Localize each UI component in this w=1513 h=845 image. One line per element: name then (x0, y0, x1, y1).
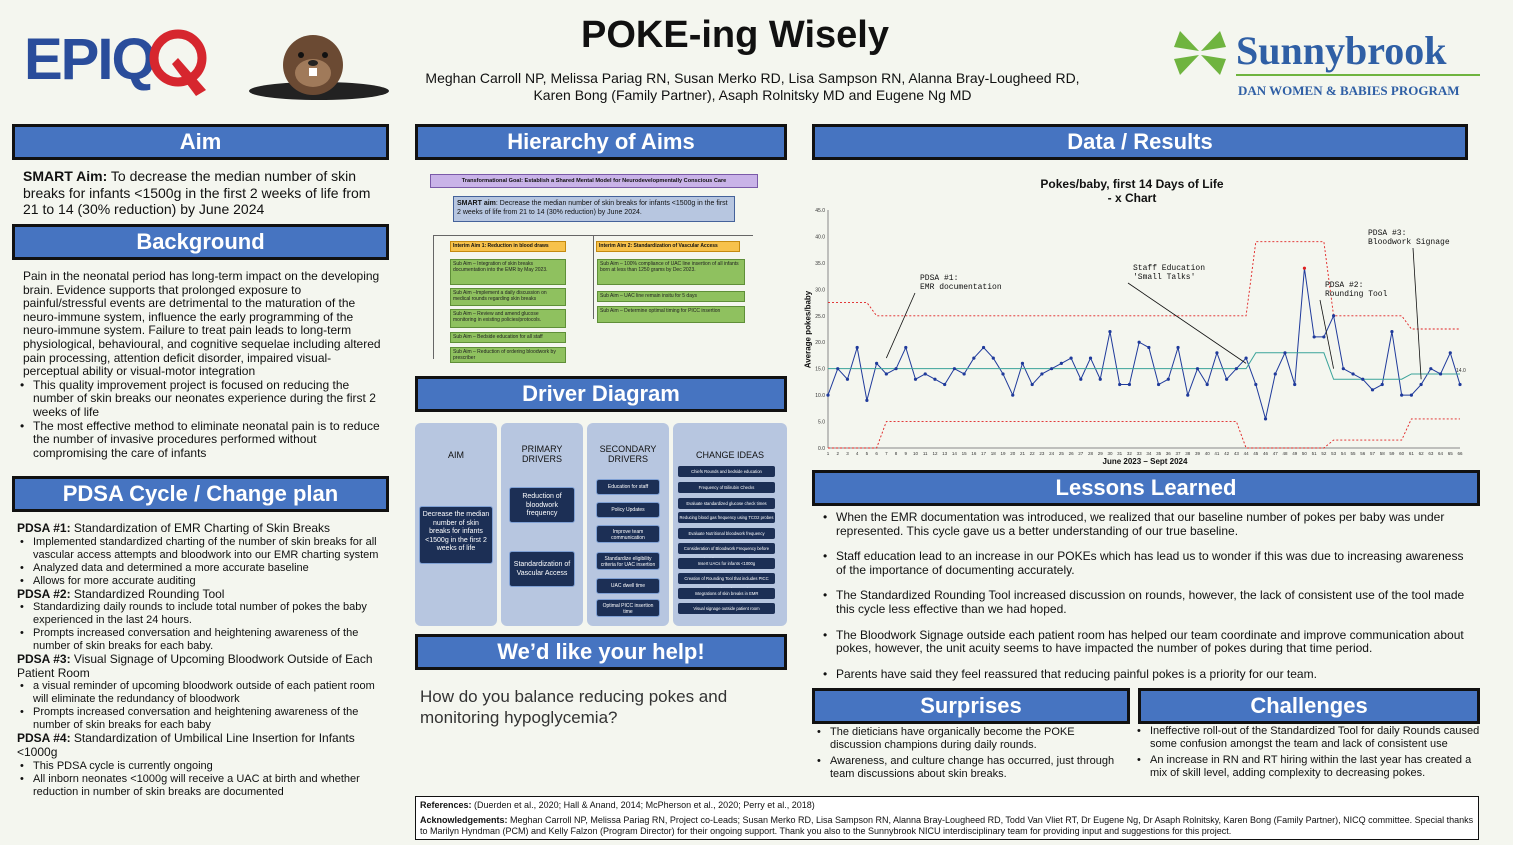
smart-aim-box: SMART aim: Decrease the median number of skin breaks for infants <1500g in the first 2 weeks of life from 21 to 14 (30% reduction) by June 2024. (453, 196, 735, 222)
pdsa-1-title: PDSA #1: Standardization of EMR Charting of Skin Breaks (17, 521, 331, 535)
data-point (1361, 378, 1364, 381)
x-tick-label: 46 (1263, 451, 1269, 456)
chart-plot (800, 170, 1480, 470)
data-point (943, 383, 946, 386)
chart-title: Pokes/baby, first 14 Days of Life (1040, 177, 1224, 191)
control-limit-line (828, 419, 1460, 448)
x-tick-label: 28 (1088, 451, 1094, 456)
lesson-bullet: • Staff education lead to an increase in our POKEs which has lead us to wonder if this was due to increasing awareness of the importance of documenting accurately. (820, 550, 1475, 577)
data-point (1040, 372, 1043, 375)
epiq-logo: EPIQ (24, 18, 194, 98)
data-point (914, 378, 917, 381)
authors-line-1: Meghan Carroll NP, Melissa Pariag RN, Susan Merko RD, Lisa Sampson RN, Alanna Bray-Lougheed RD, (425, 70, 1080, 86)
x-tick-label: 30 (1107, 451, 1113, 456)
data-point (1050, 367, 1053, 370)
y-tick-label: 35.0 (815, 260, 825, 267)
x-tick-label: 58 (1379, 451, 1385, 456)
groundhog-image (245, 25, 393, 100)
x-tick-label: 3 (846, 451, 849, 456)
challenges-text: • Ineffective roll-out of the Standardized Tool for daily Rounds caused some confusion amongst the team and lack of consistent use • An increase in RN and RT hiring within the last year has created a mix of skill level, adding complexity to decreasing pokes. (1134, 725, 1490, 780)
x-tick-label: 65 (1447, 451, 1453, 456)
primary-driver: Reduction of bloodwork frequency (509, 487, 575, 523)
references-box (415, 796, 1479, 840)
x-tick-label: 33 (1136, 451, 1142, 456)
sub-aim: Sub Aim – Integration of skin breaks documentation into the EMR by May 2023. (450, 259, 566, 285)
lesson-bullet: • Parents have said they feel reassured that reducing painful pokes is a priority for our team. (820, 668, 1475, 682)
data-results-heading: Data / Results (812, 124, 1468, 160)
x-tick-label: 51 (1311, 451, 1317, 456)
hierarchy-diagram (415, 165, 787, 370)
x-tick-label: 55 (1350, 451, 1356, 456)
data-point (972, 356, 975, 359)
driver-col-secondary: SECONDARY DRIVERS (587, 423, 669, 626)
change-idea: Integrations of skin breaks in EMR (678, 588, 775, 599)
x-tick-label: 48 (1282, 451, 1288, 456)
lesson-bullet: • The Bloodwork Signage outside each patient room has helped our team coordinate and improve communication about pokes, however, the unit acuity seems to have impacted the number of pokes during that time period. (820, 629, 1475, 656)
data-point (953, 367, 956, 370)
driver-heading: Driver Diagram (415, 376, 787, 412)
x-tick-label: 12 (932, 451, 938, 456)
data-point (1332, 314, 1335, 317)
data-point (963, 372, 966, 375)
data-point (894, 367, 897, 370)
x-tick-label: 62 (1418, 451, 1424, 456)
secondary-driver: Education for staff (596, 479, 660, 495)
x-tick-label: 59 (1389, 451, 1395, 456)
lesson-bullet: • The Standardized Rounding Tool increased discussion on rounds, however, the lack of consistent use of the tool made this cycle less effective than we had hoped. (820, 589, 1475, 616)
x-tick-label: 4 (855, 451, 859, 456)
hierarchy-heading: Hierarchy of Aims (415, 124, 787, 160)
background-bullet: • The most effective method to eliminate neonatal pain is to reduce the number of invasive procedures performed without compromising the care of infants (17, 420, 383, 461)
background-text: Pain in the neonatal period has long-term impact on the developing brain. Evidence supports that prolonged exposure to painful/stressful events are detrimental to the maturation of the neuro-immune system, influence the early programming of the neuro-immune system. Failure to treat pain leads to long-term physiological, behavioural, and cognitive sequelae including altered pain processing, attention deficit disorder, impaired visual-perceptual ability or visual-motor integration • This quality improvement project is focused on reducing the number of skin breaks our neonates experience during the first 2 weeks of life • The most effective method to eliminate neonatal pain is to reduce the number of invasive procedures performed without compromising the care of infants (23, 270, 383, 460)
x-tick-label: 56 (1360, 451, 1366, 456)
x-tick-label: 21 (1019, 451, 1025, 456)
annotation-text: EMR documentation (920, 283, 1002, 292)
x-tick-label: 41 (1214, 451, 1220, 456)
data-point (836, 367, 839, 370)
leaf-icon (1172, 27, 1228, 79)
annotation-pointer (1128, 283, 1246, 363)
x-tick-label: 38 (1185, 451, 1191, 456)
annotation-text: Rounding Tool (1325, 290, 1388, 299)
x-tick-label: 1 (826, 451, 830, 456)
x-tick-label: 8 (894, 451, 898, 456)
data-point (1186, 394, 1189, 397)
background-bullet: • This quality improvement project is focused on reducing the number of skin breaks our neonates experience during the first 2 weeks of life (17, 379, 383, 420)
x-tick-label: 54 (1340, 451, 1346, 456)
aim-text: SMART Aim: To decrease the median number of skin breaks for infants <1500g in the first 2 weeks of life from 21 to 14 (30% reduction) by June 2024 (23, 168, 371, 217)
sub-aim: Sub Aim – Review and amend glucose monitoring in existing policies/protocols. (450, 309, 566, 328)
x-tick-label: 37 (1175, 451, 1181, 456)
data-point (1303, 267, 1306, 270)
change-idea: Frequency of Bilirubin Checks (678, 482, 775, 493)
x-tick-label: 42 (1224, 451, 1230, 456)
sub-aim: Sub Aim – UAC line remain insitu for 5 days (597, 291, 745, 302)
x-tick-label: 50 (1301, 451, 1307, 456)
data-point (1351, 372, 1354, 375)
annotation-text: Staff Education (1133, 264, 1206, 273)
data-point (1313, 335, 1316, 338)
data-point (1254, 383, 1257, 386)
x-tick-label: 7 (885, 451, 888, 456)
data-point (1147, 346, 1150, 349)
challenges-heading: Challenges (1138, 688, 1480, 724)
data-point (933, 378, 936, 381)
data-point (1342, 367, 1345, 370)
data-point (992, 356, 995, 359)
data-point (1099, 378, 1102, 381)
secondary-driver: UAC dwell time (596, 578, 660, 594)
lesson-bullet: • When the EMR documentation was introduced, we realized that our baseline number of pokes per baby was under represented. This cycle gave us a better understanding of our true baseline. (820, 511, 1475, 538)
change-idea: Evaluate standardized glucose check times (678, 498, 775, 509)
interim-aim-1: Interim Aim 1: Reduction in blood draws (450, 241, 566, 252)
data-point (865, 399, 868, 402)
data-point (846, 378, 849, 381)
data-point (1449, 351, 1452, 354)
data-point (1400, 394, 1403, 397)
aim-heading: Aim (12, 124, 389, 160)
data-point (1458, 383, 1461, 386)
data-point (1322, 335, 1325, 338)
data-point (1118, 383, 1121, 386)
x-tick-label: 23 (1039, 451, 1045, 456)
data-point (856, 346, 859, 349)
data-point (1235, 367, 1238, 370)
x-tick-label: 14 (951, 451, 957, 456)
sub-aim: Sub Aim – Bedside education for all staff (450, 332, 566, 343)
driver-col-change: CHANGE IDEAS (673, 423, 787, 626)
pdsa-text: PDSA #1: Standardization of EMR Charting of Skin Breaks • Implemented standardized charting of the number of skin breaks for all vascular access attempts and bloodwork into our EMR charting system • Analyzed data and determined a more accurate baseline • Allows for more accurate auditing PDSA #2: Standardized Rounding Tool • Standardizing daily rounds to include total number of pokes the baby experienced in the last 24 hours. • Prompts increased conversation and heightening awareness of the number of skin breaks for each baby. PDSA #3: Visual Signage of Upcoming Bloodwork Outside of Each Patient Room • a visual reminder of upcoming bloodwork outside of each patient room will eliminate the redundancy of bloodwork • Prompts increased conversation and heightening awareness of the number of skin breaks for each baby PDSA #4: Standardization of Umbilical Line Insertion for Infants <1000g • This PDSA cycle is currently ongoing • All inborn neonates <1000g will receive a UAC at birth and whether reduction in number of skin breaks are documented (17, 522, 385, 799)
x-tick-label: 57 (1369, 451, 1376, 456)
x-tick-label: 5 (865, 451, 869, 456)
lessons-heading: Lessons Learned (812, 470, 1480, 506)
data-point (1021, 362, 1024, 365)
references: References: (Duerden et al., 2020; Hall & Anand, 2014; McPherson et al., 2020; Perry et al., 2018) (420, 800, 815, 810)
data-point (1439, 372, 1442, 375)
data-point (1128, 383, 1131, 386)
data-point (1420, 383, 1423, 386)
x-tick-label: 22 (1029, 451, 1035, 456)
data-point (1274, 372, 1277, 375)
data-point (1079, 378, 1082, 381)
data-point (1264, 417, 1267, 420)
data-point (904, 346, 907, 349)
data-point (1138, 341, 1141, 344)
driver-col-primary: PRIMARY DRIVERS (501, 423, 583, 626)
data-point (924, 372, 927, 375)
x-tick-label: 34 (1146, 451, 1152, 456)
pdsa-2-title: PDSA #2: Standardized Rounding Tool (17, 586, 225, 601)
y-tick-label: 0.0 (818, 446, 825, 452)
data-point (1167, 378, 1170, 381)
x-tick-label: 29 (1097, 451, 1103, 456)
xchart (800, 170, 1480, 470)
data-point (1225, 378, 1228, 381)
change-idea: Creation of Rounding Tool that includes PICC (678, 573, 775, 584)
surprises-heading: Surprises (812, 688, 1130, 724)
x-tick-label: 15 (961, 451, 967, 456)
sub-aim: Sub Aim – Determine optimal timing for PICC insertion (597, 306, 745, 323)
x-tick-label: 53 (1331, 451, 1337, 456)
surprises-text: • The dieticians have organically become the POKE discussion champions during daily rounds. • Awareness, and culture change has occurred, just through team discussions about skin breaks. (814, 726, 1124, 781)
x-tick-label: 31 (1117, 451, 1123, 456)
x-tick-label: 19 (1000, 451, 1006, 456)
x-tick-label: 43 (1233, 451, 1239, 456)
poster-title: POKE-ing Wisely (581, 14, 889, 56)
secondary-driver: Policy Updates (596, 502, 660, 518)
change-idea: Reducing blood gas frequency using TCO2 probes (678, 512, 775, 523)
change-idea: Consideration of Bloodwork Frequency before (678, 543, 775, 554)
x-tick-label: 24 (1049, 451, 1055, 456)
data-point (1429, 367, 1432, 370)
sub-aim: Sub Aim – Reduction of ordering bloodwork by prescriber (450, 347, 566, 363)
x-tick-label: 49 (1292, 451, 1298, 456)
sunnybrook-logo: Sunnybrook DAN WOMEN & BABIES PROGRAM (1172, 25, 1492, 105)
y-tick-label: 45.0 (815, 208, 825, 214)
x-tick-label: 60 (1399, 451, 1405, 456)
data-point (1206, 383, 1209, 386)
data-point (1283, 351, 1286, 354)
chart-subtitle: - x Chart (1107, 191, 1157, 205)
annotation-text: PDSA #1: (920, 274, 959, 283)
data-point (1196, 367, 1199, 370)
x-tick-label: 27 (1078, 451, 1084, 456)
acknowledgements: Acknowledgements: Meghan Carroll NP, Melissa Pariag RN, Project co-Leads; Susan Merko RD, Lisa Sampson RN, Alanna Bray-Lougheed RD, Todd Van Vliet RT, Dr Eugene Ng, Dr Asaph Rolnitsky, Karen Bong (Family Partner), NICQ committee. Special thanks to Marilyn Hyndman (PCM) and Kelly Falzon (Program Director) for their ongoing support. Thank you also to the Sunnybrook NICU interdisciplinary team for providing input and suggestions for this project. (420, 815, 1474, 836)
y-tick-label: 30.0 (815, 287, 825, 294)
data-point (875, 362, 878, 365)
data-point (1244, 356, 1247, 359)
help-question: How do you balance reducing pokes and monitoring hypoglycemia? (420, 687, 728, 727)
secondary-driver: Optimal PICC insertion time (596, 599, 660, 617)
data-point (1371, 388, 1374, 391)
secondary-driver: Standardize eligibility criteria for UAC insertion (596, 552, 660, 570)
x-tick-label: 10 (912, 451, 919, 456)
x-tick-label: 45 (1253, 451, 1259, 456)
annotation-text: 'Small Talks' (1133, 273, 1196, 282)
help-heading: We’d like your help! (415, 634, 787, 670)
secondary-driver: Improve team communication (596, 525, 660, 543)
x-tick-label: 20 (1010, 451, 1016, 456)
x-tick-label: 35 (1156, 451, 1162, 456)
y-tick-label: 25.0 (815, 313, 825, 320)
data-point (1390, 330, 1393, 333)
x-tick-label: 32 (1126, 451, 1132, 456)
data-point (1215, 351, 1218, 354)
data-point (885, 372, 888, 375)
x-tick-label: 25 (1058, 451, 1064, 456)
sub-aim: Sub Aim – 100% compliance of UAC line insertion of all infants born at less than 1250 grams by Dec 2023. (597, 259, 745, 285)
data-point (1157, 383, 1160, 386)
data-point (1108, 330, 1111, 333)
data-point (1410, 394, 1413, 397)
x-tick-label: 52 (1321, 451, 1327, 456)
pdsa-4-title: PDSA #4: Standardization of Umbilical Line Insertion for Infants <1000g (17, 731, 355, 759)
data-point (1001, 372, 1004, 375)
y-tick-label: 5.0 (818, 419, 825, 426)
annotation-text: PDSA #3: (1368, 229, 1407, 238)
annotation-pointer (1320, 300, 1334, 369)
annotation-text: PDSA #2: (1325, 281, 1364, 290)
x-tick-label: 66 (1457, 451, 1463, 456)
driver-aim-box: Decrease the median number of skin breaks for infants <1500g in the first 2 weeks of life (419, 506, 493, 564)
x-tick-label: 64 (1438, 451, 1444, 456)
pdsa-heading: PDSA Cycle / Change plan (12, 476, 389, 512)
annotation-pointer (1413, 248, 1421, 379)
x-tick-label: 2 (836, 451, 839, 456)
x-tick-label: 26 (1068, 451, 1074, 456)
y-tick-label: 20.0 (815, 340, 825, 347)
epiq-q-mark (148, 20, 210, 100)
x-tick-label: 13 (942, 451, 948, 456)
authors-line-2: Karen Bong (Family Partner), Asaph Rolnitsky MD and Eugene Ng MD (533, 87, 972, 103)
interim-aim-2: Interim Aim 2: Standardization of Vascular Access (596, 241, 740, 252)
y-tick-label: 15.0 (815, 366, 825, 373)
x-tick-label: 11 (922, 451, 928, 456)
background-heading: Background (12, 224, 389, 260)
x-tick-label: 47 (1272, 451, 1278, 456)
data-point (1069, 356, 1072, 359)
annotation-pointer (886, 293, 915, 358)
last-value-label: 14.0 (1456, 367, 1466, 374)
x-tick-label: 61 (1408, 451, 1414, 456)
change-idea: Chiefs Rounds and bedside education (678, 466, 775, 477)
data-point (1060, 362, 1063, 365)
change-idea: Insert UACs for infants <1000g (678, 558, 775, 569)
x-tick-label: 9 (904, 451, 908, 456)
data-point (1176, 346, 1179, 349)
x-tick-label: 63 (1428, 451, 1434, 456)
data-point (1031, 383, 1034, 386)
data-point (1381, 383, 1384, 386)
lessons-text (820, 511, 1475, 681)
data-point (982, 346, 985, 349)
y-tick-label: 40.0 (815, 234, 825, 241)
x-tick-label: 17 (981, 451, 987, 456)
data-point (826, 394, 829, 397)
y-tick-label: 10.0 (815, 393, 825, 400)
x-tick-label: 36 (1165, 451, 1171, 456)
driver-col-aim: AIM (415, 423, 497, 626)
change-idea: Visual signage outside patient room (678, 603, 775, 614)
data-point (1089, 356, 1092, 359)
x-tick-label: 44 (1243, 451, 1249, 456)
sub-aim: Sub Aim –Implement a daily discussion on medical rounds regarding skin breaks (450, 288, 566, 306)
annotation-text: Bloodwork Signage (1368, 238, 1450, 247)
transformational-goal: Transformational Goal: Establish a Shared Mental Model for Neurodevelopmentally Conscious Care (430, 174, 758, 188)
primary-driver: Standardization of Vascular Access (509, 551, 575, 587)
x-tick-label: 16 (971, 451, 977, 456)
x-tick-label: 40 (1204, 451, 1210, 456)
change-idea: Evaluate Nutritional bloodwork frequency (678, 528, 775, 539)
pdsa-3-title: PDSA #3: Visual Signage of Upcoming Bloodwork Outside of Each Patient Room (17, 652, 373, 680)
x-tick-label: 6 (875, 451, 878, 456)
data-point (1011, 394, 1014, 397)
x-tick-label: 39 (1194, 451, 1200, 456)
data-point (1293, 383, 1296, 386)
chart-xlabel: June 2023 – Sept 2024 (1102, 457, 1188, 466)
x-tick-label: 18 (990, 451, 996, 456)
chart-ylabel: Average pokes/baby (803, 290, 813, 369)
